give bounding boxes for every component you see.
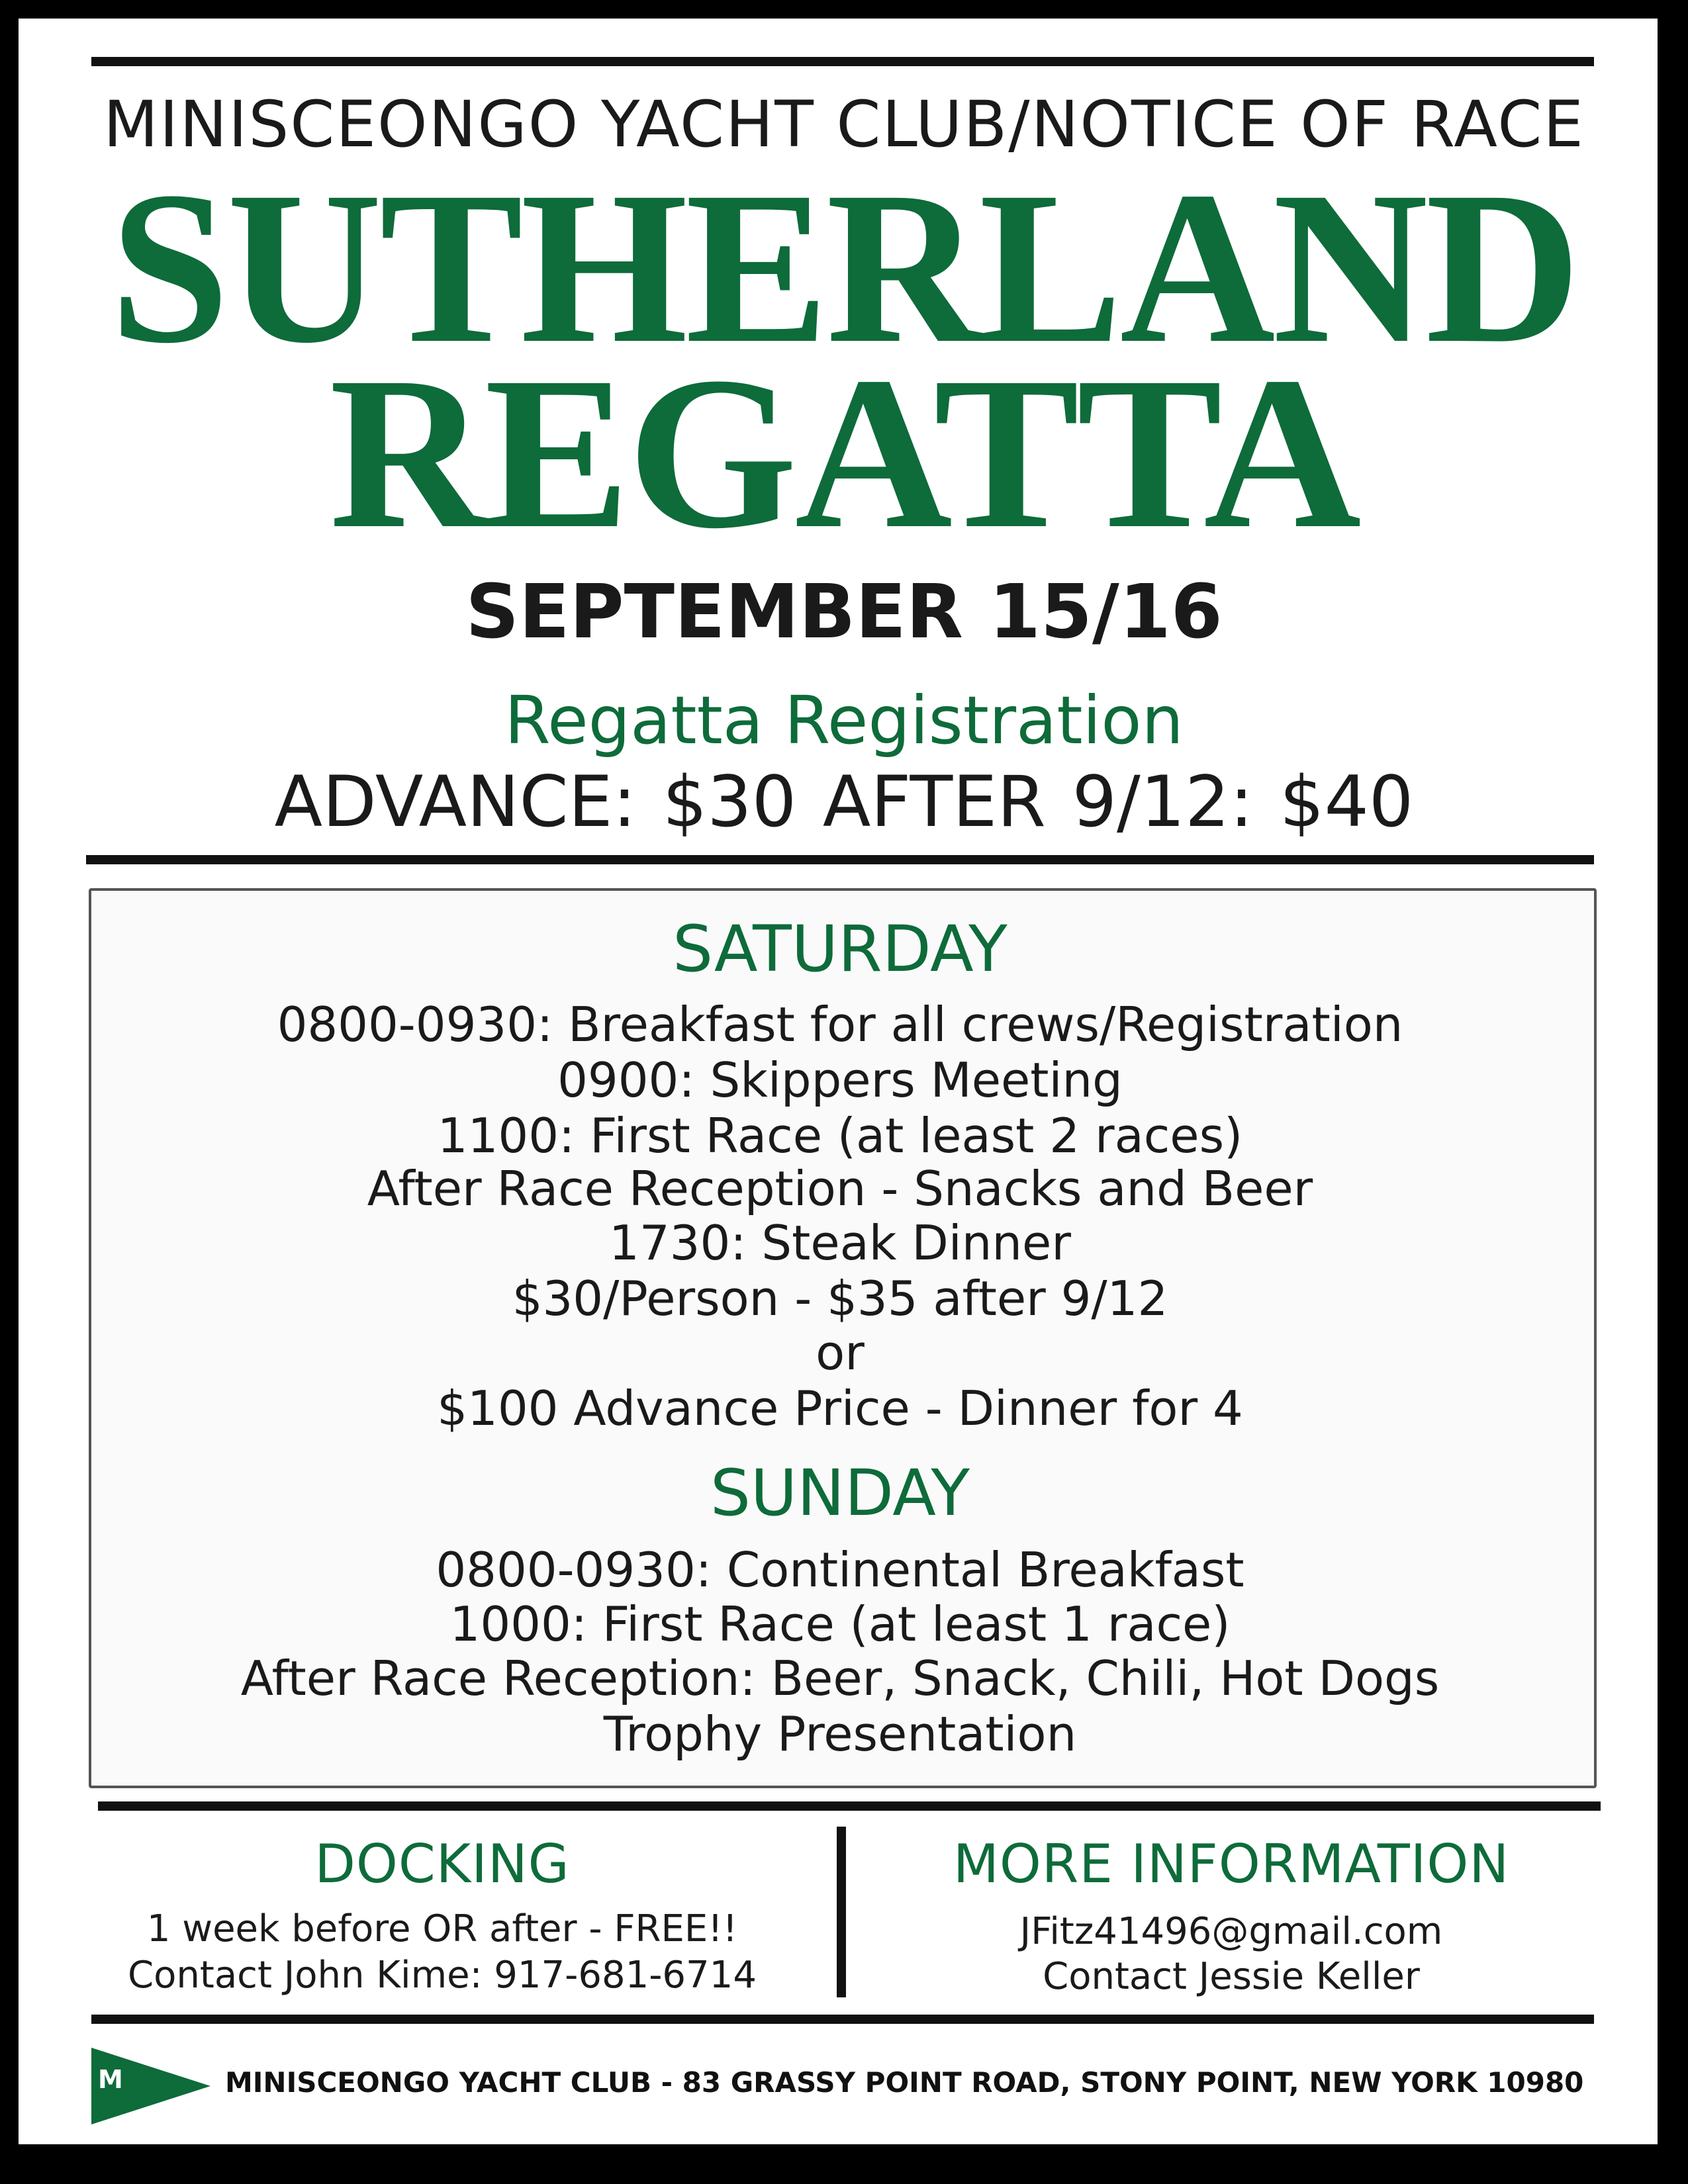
saturday-item: After Race Reception - Snacks and Beer	[367, 1161, 1313, 1216]
sunday-item: Trophy Presentation	[603, 1706, 1077, 1762]
saturday-item: $30/Person - $35 after 9/12	[512, 1271, 1168, 1326]
registration-prices: ADVANCE: $30 AFTER 9/12: $40	[274, 761, 1414, 842]
saturday-item: 1100: First Race (at least 2 races)	[437, 1108, 1243, 1163]
sunday-heading: SUNDAY	[710, 1456, 970, 1530]
saturday-item: $100 Advance Price - Dinner for 4	[437, 1381, 1243, 1436]
column-divider	[837, 1827, 846, 1997]
event-title-line1: SUTHERLAND	[109, 147, 1579, 388]
sunday-item: 1000: First Race (at least 1 race)	[449, 1596, 1231, 1652]
docking-detail: 1 week before OR after - FREE!!	[146, 1907, 738, 1950]
club-notice-heading: MINISCEONGO YACHT CLUB/NOTICE OF RACE	[103, 87, 1585, 161]
club-address: MINISCEONGO YACHT CLUB - 83 GRASSY POINT ROAD, STONY POINT, NEW YORK 10980	[225, 2066, 1584, 2099]
docking-contact: Contact John Kime: 917-681-6714	[128, 1954, 757, 1997]
sunday-item: After Race Reception: Beer, Snack, Chili, Hot Dogs	[240, 1651, 1440, 1706]
event-date: SEPTEMBER 15/16	[465, 569, 1223, 655]
footer-top-rule	[91, 2015, 1594, 2024]
more-info-heading: MORE INFORMATION	[953, 1833, 1510, 1895]
event-title-line2: REGATTA	[329, 332, 1359, 574]
schedule-top-rule	[86, 855, 1594, 864]
sunday-item: 0800-0930: Continental Breakfast	[436, 1542, 1244, 1598]
saturday-item: 1730: Steak Dinner	[609, 1215, 1071, 1271]
top-rule	[91, 57, 1594, 66]
docking-heading: DOCKING	[314, 1833, 570, 1895]
saturday-item: or	[816, 1325, 865, 1381]
more-info-contact: Contact Jessie Keller	[1043, 1955, 1420, 1998]
saturday-item: 0800-0930: Breakfast for all crews/Registration	[277, 997, 1403, 1052]
registration-label: Regatta Registration	[504, 682, 1184, 759]
saturday-item: 0900: Skippers Meeting	[557, 1052, 1123, 1108]
info-top-rule	[98, 1801, 1601, 1811]
saturday-heading: SATURDAY	[673, 912, 1008, 986]
burgee-letter: M	[98, 2065, 123, 2094]
more-info-email[interactable]: JFitz41496@gmail.com	[1019, 1910, 1443, 1953]
